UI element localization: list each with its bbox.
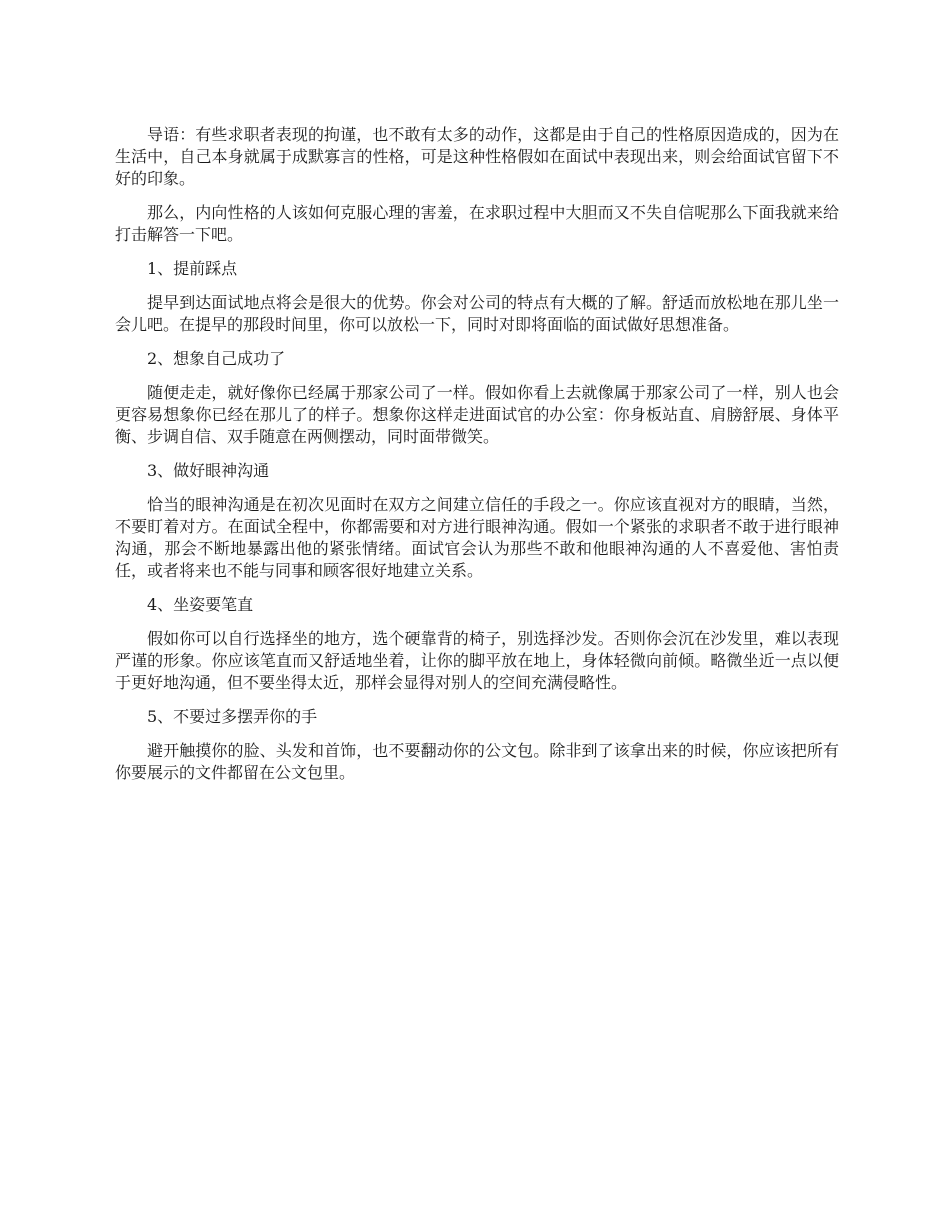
section-heading-3: 3、做好眼神沟通 (147, 461, 270, 480)
section-heading-5: 5、不要过多摆弄你的手 (147, 707, 318, 726)
paragraph-section-5: 避开触摸你的脸、头发和首饰，也不要翻动你的公文包。除非到了该拿出来的时候，你应该把所有你要展示的文件都留在公文包里。 (115, 741, 839, 782)
paragraph-question: 那么，内向性格的人该如何克服心理的害羞，在求职过程中大胆而又不失自信呢那么下面我就来给打击解答一下吧。 (115, 203, 839, 244)
paragraph-section-4: 假如你可以自行选择坐的地方，选个硬靠背的椅子，别选择沙发。否则你会沉在沙发里，难以表现严谨的形象。你应该笔直而又舒适地坐着，让你的脚平放在地上，身体轻微向前倾。略微坐近一点以便于更好地沟通，但不要坐得太近，那样会显得对别人的空间充满侵略性。 (115, 629, 839, 692)
paragraph-section-3: 恰当的眼神沟通是在初次见面时在双方之间建立信任的手段之一。你应该直视对方的眼睛，当然，不要盯着对方。在面试全程中，你都需要和对方进行眼神沟通。假如一个紧张的求职者不敢于进行眼神沟通，那会不断地暴露出他的紧张情绪。面试官会认为那些不敢和他眼神沟通的人不喜爱他、害怕责任，或者将来也不能与同事和顾客很好地建立关系。 (115, 495, 839, 580)
document-page (115, 124, 839, 796)
paragraph-intro: 导语：有些求职者表现的拘谨，也不敢有太多的动作，这都是由于自己的性格原因造成的，因为在生活中，自己本身就属于成默寡言的性格，可是这种性格假如在面试中表现出来，则会给面试官留下不好的印象。 (115, 125, 839, 188)
section-heading-4: 4、坐姿要笔直 (147, 595, 254, 614)
paragraph-section-2: 随便走走，就好像你已经属于那家公司了一样。假如你看上去就像属于那家公司了一样，别人也会更容易想象你已经在那儿了的样子。想象你这样走进面试官的办公室：你身板站直、肩膀舒展、身体平衡、步调自信、双手随意在两侧摆动，同时面带微笑。 (115, 383, 839, 446)
section-heading-2: 2、想象自己成功了 (147, 349, 286, 368)
paragraph-section-1: 提早到达面试地点将会是很大的优势。你会对公司的特点有大概的了解。舒适而放松地在那儿坐一会儿吧。在提早的那段时间里，你可以放松一下，同时对即将面临的面试做好思想准备。 (115, 293, 839, 334)
section-heading-1: 1、提前踩点 (147, 259, 238, 278)
